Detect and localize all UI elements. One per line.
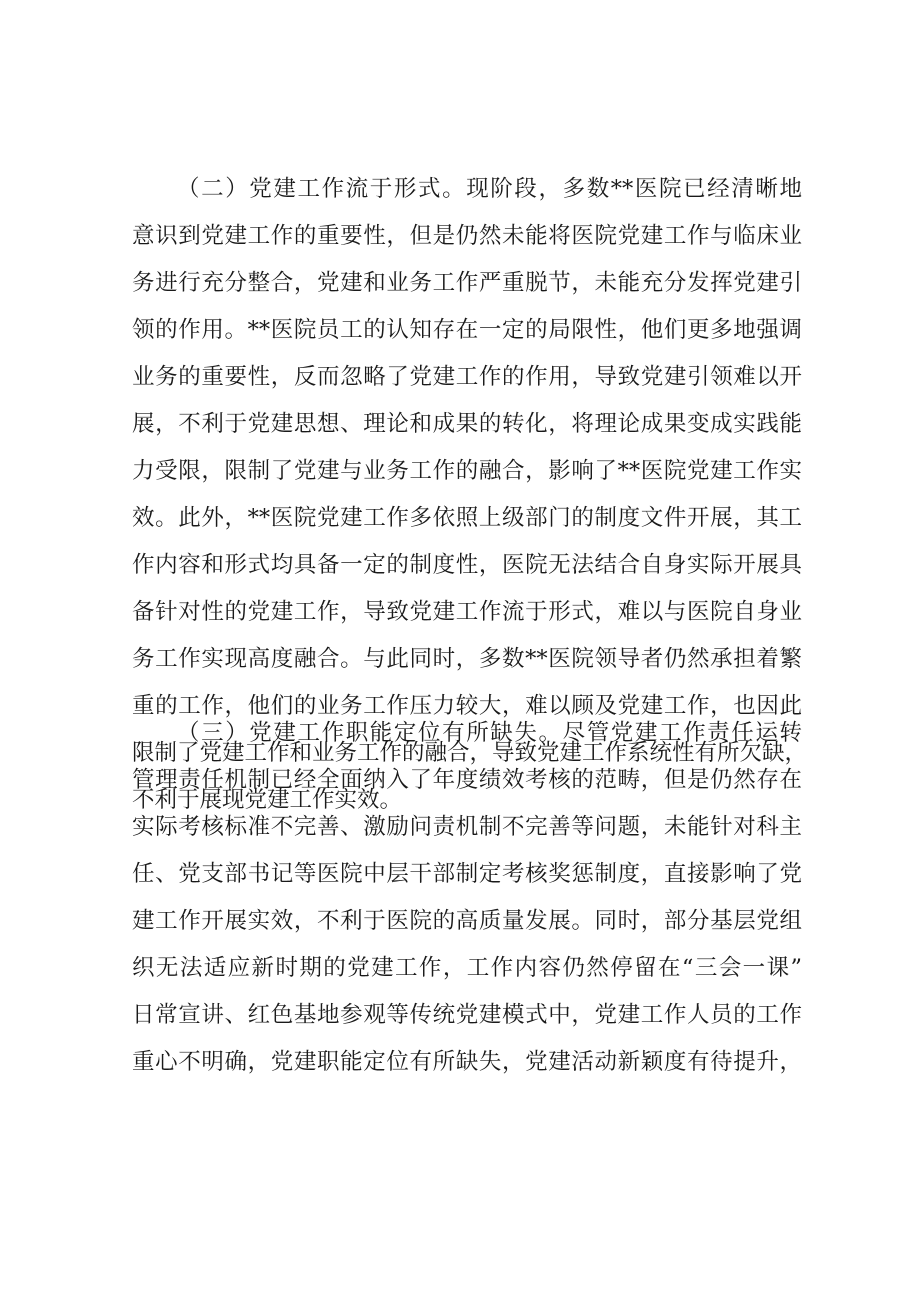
paragraph-line: 备针对性的党建工作，导致党建工作流于形式，难以与医院自身业	[132, 599, 802, 625]
paragraph-line: 务工作实现高度融合。与此同时，多数**医院领导者仍然承担着繁	[132, 646, 802, 672]
paragraph-line: 不利于展现党建工作实效。	[132, 787, 403, 813]
paragraph-line: 展，不利于党建思想、理论和成果的转化，将理论成果变成实践能	[132, 411, 802, 437]
paragraph-line: 力受限，限制了党建与业务工作的融合，影响了**医院党建工作实	[132, 458, 802, 484]
paragraph-line: 重心不明确，党建职能定位有所缺失，党建活动新颖度有待提升，	[132, 1049, 802, 1075]
paragraph-line: 任、党支部书记等医院中层干部制定考核奖惩制度，直接影响了党	[132, 861, 802, 887]
paragraph-line: 管理责任机制已经全面纳入了年度绩效考核的范畴，但是仍然存在	[132, 767, 802, 793]
paragraph-line: （二）党建工作流于形式。现阶段，多数**医院已经清晰地	[177, 176, 802, 202]
paragraph-line: 日常宣讲、红色基地参观等传统党建模式中，党建工作人员的工作	[132, 1002, 802, 1028]
paragraph-line: （三）党建工作职能定位有所缺失。尽管党建工作责任运转	[177, 720, 802, 746]
paragraph-line: 建工作开展实效，不利于医院的高质量发展。同时，部分基层党组	[132, 908, 802, 934]
paragraph-line: 重的工作，他们的业务工作压力较大，难以顾及党建工作，也因此	[132, 693, 802, 719]
paragraph-line: 限制了党建工作和业务工作的融合，导致党建工作系统性有所欠缺，	[132, 740, 808, 766]
paragraph-line: 意识到党建工作的重要性，但是仍然未能将医院党建工作与临床业	[132, 223, 802, 249]
paragraph-line: 实际考核标准不完善、激励问责机制不完善等问题，未能针对科主	[132, 814, 802, 840]
paragraph-line: 作内容和形式均具备一定的制度性，医院无法结合自身实际开展具	[132, 552, 802, 578]
paragraph-line: 效。此外，**医院党建工作多依照上级部门的制度文件开展，其工	[132, 505, 802, 531]
paragraph-line: 业务的重要性，反而忽略了党建工作的作用，导致党建引领难以开	[132, 364, 802, 390]
paragraph-section-3	[132, 710, 808, 1086]
paragraph-line: 务进行充分整合，党建和业务工作严重脱节，未能充分发挥党建引	[132, 270, 802, 296]
paragraph-line: 领的作用。**医院员工的认知存在一定的局限性，他们更多地强调	[132, 317, 802, 343]
paragraph-line: 织无法适应新时期的党建工作，工作内容仍然停留在“三会一课”	[132, 955, 802, 981]
